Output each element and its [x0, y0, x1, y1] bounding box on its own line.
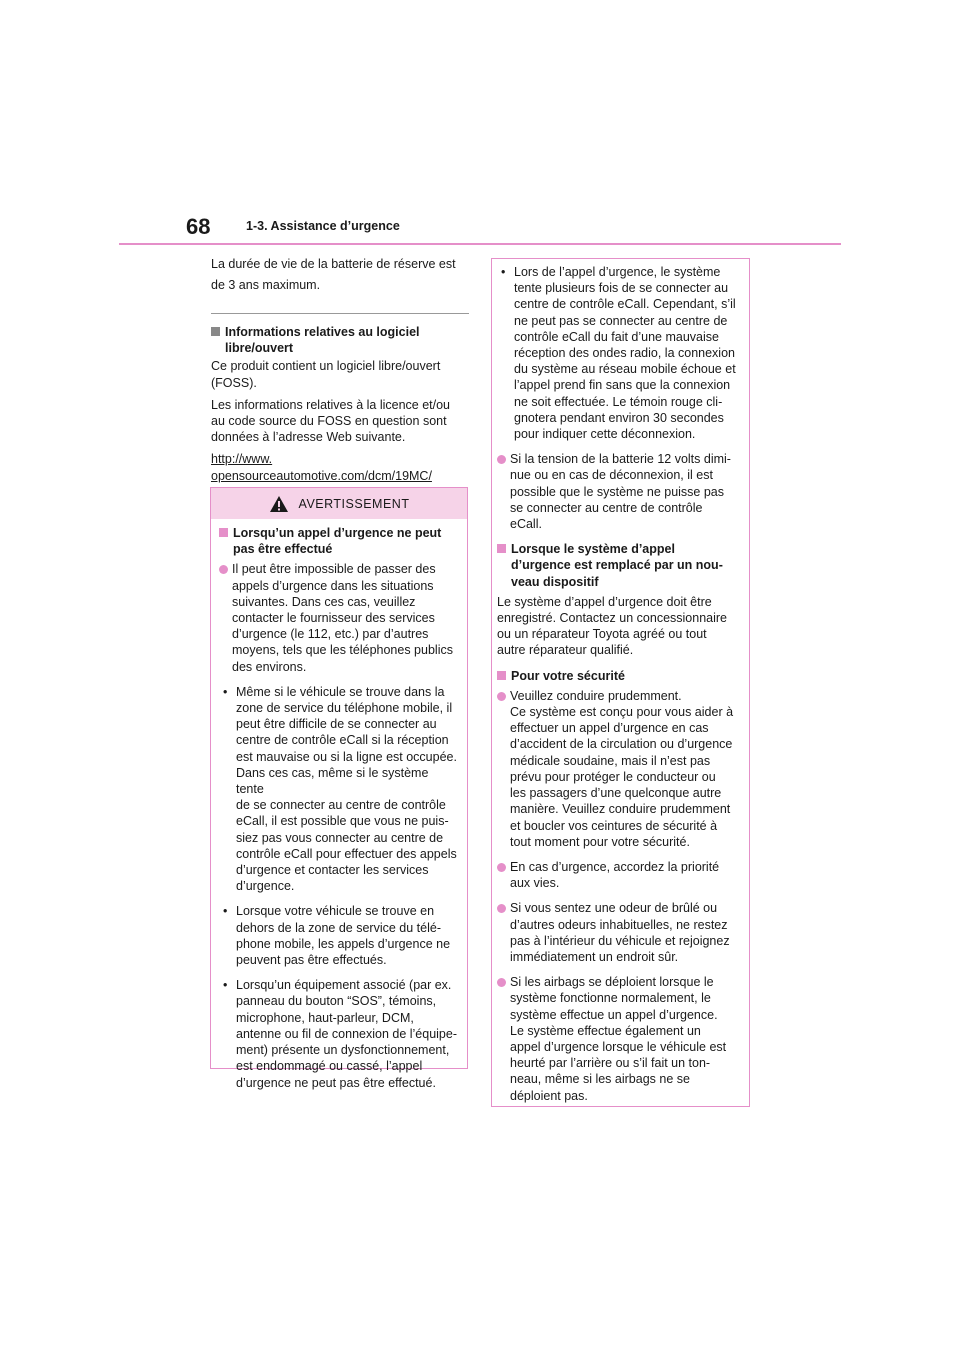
- safety-bullet-airbags: Si les airbags se déploient lorsque le système fonctionne normalement, le système effectue un appel d’urgence. Le système effectue également un appel d’urgence lorsque le véhicule est heurté par l’arrière ou s’il fait un ton- neau, même si les airbags ne se déploient pas.: [497, 974, 739, 1104]
- warning-header: [211, 488, 467, 519]
- foss-paragraph-2: Les informations relatives à la licence et/ou au code source du FOSS en question sont données à l’adresse Web suivante.: [211, 397, 451, 445]
- warning-title: AVERTISSEMENT: [298, 496, 410, 511]
- safety-bullet-priority: En cas d’urgence, accordez la priorité aux vies.: [497, 859, 739, 891]
- header-rule: [119, 243, 841, 245]
- replacement-paragraph: Le système d’appel d’urgence doit être enregistré. Contactez un concessionnaire ou un réparateur Toyota agréé ou tout autre réparateur qualifié.: [497, 594, 727, 658]
- warning-body: [211, 519, 467, 1108]
- section-divider: [211, 313, 469, 314]
- right-bullet-battery: Si la tension de la batterie 12 volts dimi- nue ou en cas de déconnexion, il est possible que le système ne puisse pas se connecter au centre de contrôle eCall.: [497, 451, 739, 532]
- page-number: 68: [186, 214, 211, 239]
- replacement-heading: Lorsque le système d’appel d’urgence est remplacé par un nou- veau dispositif: [497, 541, 739, 590]
- warning-box: [210, 487, 468, 1090]
- warning-heading: Lorsqu’un appel d’urgence ne peut pas être effectué: [219, 525, 457, 557]
- right-column-box: [491, 258, 750, 1107]
- right-dot-item: • Lors de l’appel d’urgence, le système tente plusieurs fois de se connecter au centre de contrôle eCall. Cependant, s’il ne peut pas se connecter au centre de contrôle eCall du fait d’une mauvaise réception des ondes radio, la connexion du système au réseau mobile échoue et l’appel prend fin sans que la connexion ne soit effectuée. Le témoin rouge cli- gnotera pendant environ 30 secondes pour indiquer cette déconnexion.: [497, 264, 739, 442]
- left-column: [211, 254, 469, 490]
- safety-bullet-drive: Veuillez conduire prudemment. Ce système est conçu pour vous aider à effectuer un appel d’urgence en cas d’accident de la circulation ou d’urgence médicale soudaine, mais il n’est pas prévu pour protéger le conducteur ou les passagers d’une quelconque autre manière. Veuillez conduire prudemment et boucler vos ceintures de sécurité à tout moment pour votre sécurité.: [497, 688, 739, 850]
- section-title: 1-3. Assistance d’urgence: [246, 219, 400, 233]
- warning-bullet: Il peut être impossible de passer des appels d’urgence dans les situations suivantes. Dans ces cas, veuillez contacter le fournisseur des services d’urgence (le 112, etc.) par d’autres moyens, tels que les téléphones publics des environs.: [219, 561, 457, 674]
- warning-dot-item-2: • Lorsque votre véhicule se trouve en dehors de la zone de service du télé- phone mobile, les appels d’urgence ne peuvent pas être effectués.: [219, 903, 457, 968]
- foss-link[interactable]: http://www. opensourceautomotive.com/dcm/19MC/: [211, 452, 432, 483]
- battery-note: La durée de vie de la batterie de réserve est de 3 ans maximum.: [211, 257, 456, 292]
- foss-heading: Informations relatives au logiciel libre/ouvert: [211, 324, 469, 356]
- warning-dot-item-3: • Lorsqu’un équipement associé (par ex. panneau du bouton “SOS”, témoins, microphone, haut-parleur, DCM, antenne ou fil de connexion de l’équipe- ment) présente un dysfonctionnement, est endommagé ou cassé, l’appel d’urgence ne peut pas être effectué.: [219, 977, 457, 1090]
- foss-paragraph-1: Ce produit contient un logiciel libre/ouvert (FOSS).: [211, 359, 441, 390]
- warning-dot-item-1: • Même si le véhicule se trouve dans la zone de service du téléphone mobile, il peut être difficile de se connecter au centre de contrôle eCall si la réception est mauvaise ou si la ligne est occupée. Dans ces cas, même si le système tente de se connecter au centre de contrôle eCall, il est possible que vous ne puis- siez pas vous connecter au centre de contrôle eCall pour effectuer des appels d’urgence et contacter les services d’urgence.: [219, 684, 457, 895]
- warning-triangle-icon: [269, 495, 289, 513]
- safety-heading: Pour votre sécurité: [497, 668, 739, 684]
- safety-bullet-smell: Si vous sentez une odeur de brûlé ou d’autres odeurs inhabituelles, ne restez pas à l’intérieur du véhicule et rejoignez immédiatement un endroit sûr.: [497, 900, 739, 965]
